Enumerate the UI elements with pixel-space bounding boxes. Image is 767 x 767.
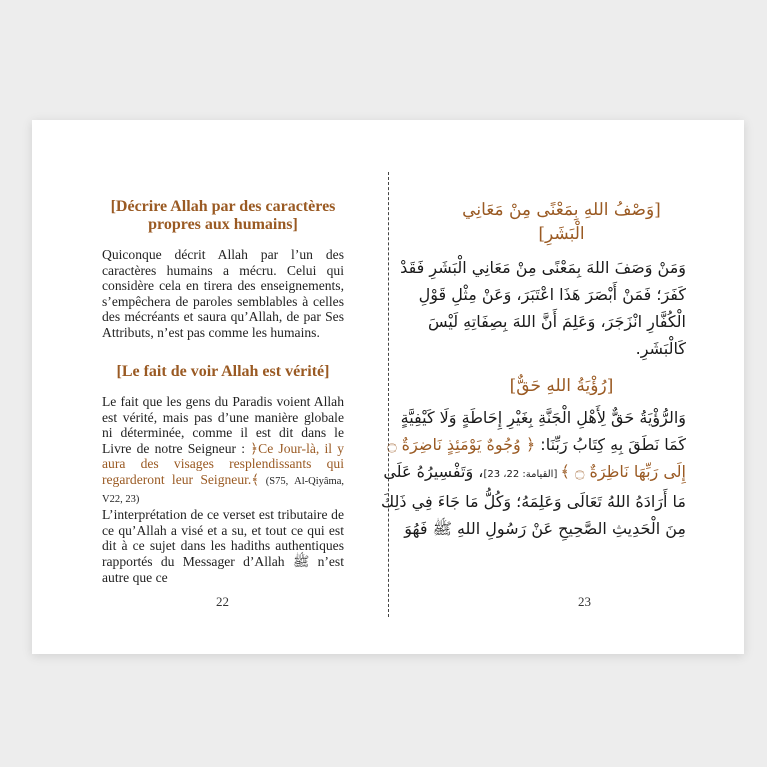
left-section-2 [102,363,344,585]
arabic-text: ، وَتَفْسِيرُهُ عَلَى [383,462,484,481]
page-number-left: 22 [216,594,229,609]
arabic-line: كَالْبَشَرِ. [635,339,686,358]
verse-reference: (S75, Al-Qiyâma, V22, 23) [102,475,344,505]
section-2-continuation: L’interprétation de ce verset est tributaire de ce qu’Allah a visé et a su, et tout ce qui est dit à ce sujet dans les hadiths authentiques rapportés du Messager d’Allah ﷺ n’est autre que ce [102,507,344,585]
arabic-line: الْكُفَّارِ انْزَجَرَ، وَعَلِمَ أَنَّ اللهَ بِصِفَاتِهِ لَيْسَ [427,312,686,331]
page-number-right: 23 [578,594,591,609]
arabic-line: وَمَنْ وَصَفَ اللهَ بِمَعْنًى مِنْ مَعَانِي الْبَشَرِ فَقَدْ [400,258,686,277]
section-1-paragraph: Quiconque décrit Allah par l’un des caractères humains a mécru. Celui qui considère cela en tirera des enseignements, s’empêchera de paroles semblables à celles des mécréants et saura qu’Allah, de par Ses Attributs, n’est pas comme les humains. [102,247,344,340]
quote-open-bracket: ﴿ [250,440,259,456]
arabic-line: وَالرُّؤْيَةُ حَقٌّ لِأَهْلِ الْجَنَّةِ بِغَيْرِ إِحَاطَةٍ وَلَا كَيْفِيَّةٍ [400,408,686,427]
arabic-quran-quote: إِلَى رَبِّهَا نَاظِرَةٌ ۝ ﴾ [560,462,686,481]
arabic-line: مِنَ الْحَدِيثِ الصَّحِيحِ عَنْ رَسُولِ اللهِ ﷺ فَهُوَ [404,519,686,538]
right-page [381,120,744,654]
arabic-quran-quote: ﴿ وُجُوهٌ يَوْمَئِذٍ نَاضِرَةٌ ۝ [387,435,536,454]
arabic-heading-describing-allah: [وَصْفُ اللهِ بِمَعْنًى مِنْ مَعَانِي الْبَشَرِ] [462,200,661,244]
section-2-intro: Le fait que les gens du Paradis voient Allah est vérité, mais pas d’une manière globale ni déterminée, comme il est dit dans le Livre de notre Seigneur : [102,394,344,456]
right-section-2 [381,374,686,542]
quote-close-bracket: ﴾ [251,471,260,487]
section-heading-describing-allah: [Décrire Allah par des caractères propres aux humains] [110,198,336,233]
arabic-line: مَا أَرَادَهُ اللهُ تَعَالَى وَعَلِمَهُ؛ وَكُلُّ مَا جَاءَ فِي ذَلِكَ [381,492,686,511]
left-section-1 [102,198,344,341]
arabic-verse-reference: [القيامة: 22، 23] [483,469,561,480]
arabic-line: كَفَرَ؛ فَمَنْ أَبْصَرَ هَذَا اعْتَبَرَ، وَعَنْ مِثْلِ قَوْلِ [418,285,686,304]
book-spread [32,120,744,654]
arabic-text: كَمَا نَطَقَ بِهِ كِتَابُ رَبِّنَا: [535,435,686,454]
section-2-paragraph [102,394,344,507]
arabic-line [383,458,686,488]
right-section-1 [400,198,686,362]
quran-quote-fr: Ce Jour-là, il y aura des visages resplendissants qui regarderont leur Seigneur. [102,440,344,487]
section-heading-seeing-allah: [Le fait de voir Allah est vérité] [116,363,330,380]
left-page [32,120,388,654]
arabic-line [387,431,686,458]
arabic-heading-seeing-allah: [رُؤْيَةُ اللهِ حَقٌّ] [509,376,614,396]
